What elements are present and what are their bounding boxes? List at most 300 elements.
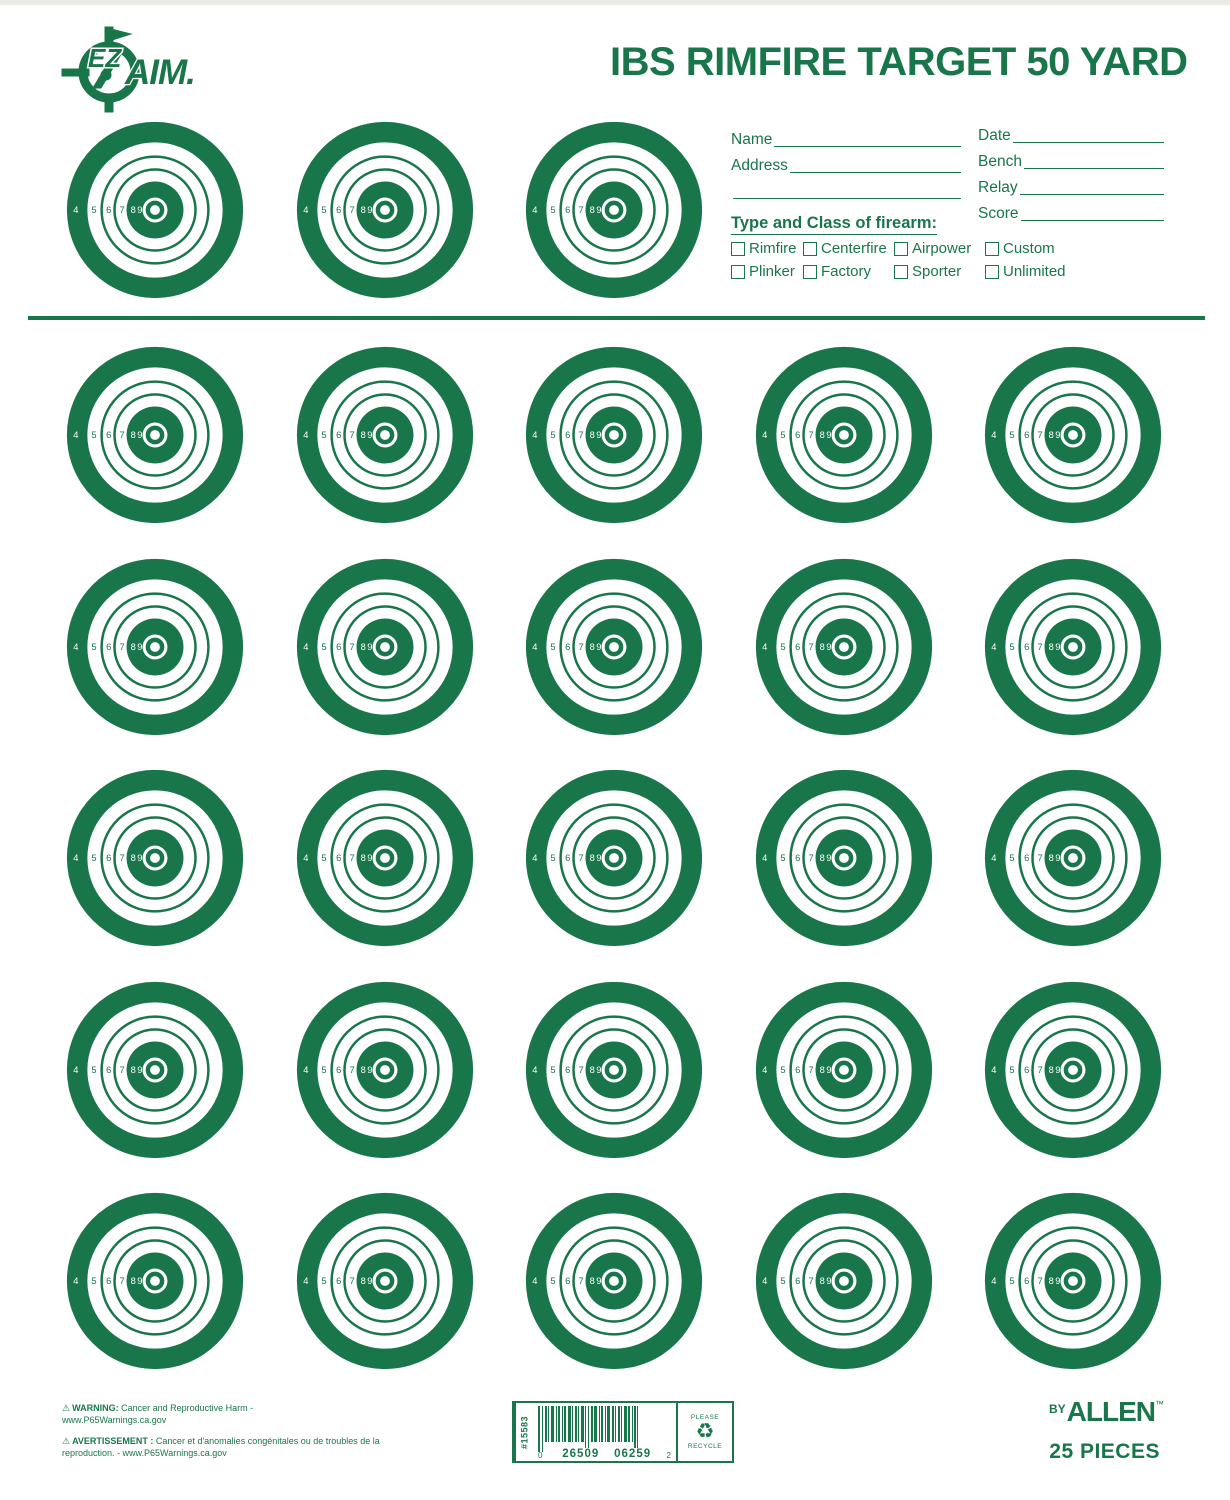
ring-number-7: 7 [348, 205, 355, 216]
firearm-class-heading: Type and Class of firearm: [731, 214, 937, 235]
ring-number-6: 6 [106, 641, 112, 652]
ring-number-4: 4 [991, 1064, 997, 1075]
barcode-bar [562, 1406, 563, 1442]
checkbox-item-unlimited [985, 263, 1085, 280]
ring-number-9: 9 [366, 1064, 372, 1075]
checkbox-unlimited[interactable] [985, 265, 999, 279]
ring-number-7: 7 [807, 853, 814, 864]
checkbox-row [731, 263, 1171, 280]
ring-number-4: 4 [302, 853, 308, 864]
bullseye-target [755, 346, 933, 524]
warning-body: Cancer and Reproductive Harm - www.P65Warnings.ca.gov [62, 1403, 254, 1426]
ring-number-5: 5 [779, 641, 786, 652]
warning-triangle-icon: ⚠ [62, 1436, 71, 1447]
field-label: Bench [978, 153, 1022, 170]
barcode-bar [556, 1406, 557, 1442]
ring-number-7: 7 [807, 641, 814, 652]
bullseye-target [66, 346, 244, 524]
ring-number-5: 5 [320, 205, 327, 216]
bullseye-rings [296, 1192, 474, 1370]
ring-number-8: 8 [1048, 641, 1054, 652]
write-in-line [1021, 205, 1165, 221]
ring-number-5: 5 [550, 641, 556, 652]
bullseye-target [66, 769, 244, 947]
checkbox-label: Sporter [912, 263, 962, 280]
checkbox-plinker[interactable] [731, 265, 745, 279]
bullseye-target [66, 1192, 244, 1370]
ring-number-6: 6 [106, 1276, 112, 1287]
barcode-group-2: 06259 [611, 1448, 654, 1460]
ring-number-7: 7 [1037, 641, 1043, 652]
prop65-warnings [62, 1402, 402, 1469]
write-in-line [774, 131, 961, 147]
checkbox-item-sporter [894, 263, 985, 280]
ring-number-6: 6 [794, 1276, 800, 1287]
barcode-group-1: 26509 [559, 1448, 602, 1460]
ring-number-9: 9 [1055, 853, 1061, 864]
bullseye-target [984, 558, 1162, 736]
ring-number-8: 8 [360, 853, 366, 864]
bullseye-target [525, 769, 703, 947]
ring-number-6: 6 [106, 1064, 112, 1075]
bullseye-target [525, 981, 703, 1159]
bullseye-rings [755, 981, 933, 1159]
recycle-icon: ♻ [695, 1420, 715, 1443]
checkbox-centerfire[interactable] [803, 242, 817, 256]
bullseye-rings [525, 346, 703, 524]
bullseye-rings [296, 346, 474, 524]
ring-number-7: 7 [807, 1064, 814, 1075]
ring-number-5: 5 [91, 641, 97, 652]
ring-number-8: 8 [589, 641, 595, 652]
write-in-line [790, 157, 961, 173]
barcode-bar [591, 1406, 593, 1442]
barcode-bar [572, 1406, 573, 1442]
field-label: Relay [978, 179, 1018, 196]
ring-number-6: 6 [1024, 430, 1030, 441]
ring-number-4: 4 [302, 430, 308, 441]
ring-number-7: 7 [578, 853, 584, 864]
section-divider [28, 316, 1205, 320]
ring-number-9: 9 [825, 1276, 831, 1287]
ring-number-4: 4 [73, 1276, 79, 1287]
ring-number-6: 6 [565, 1064, 571, 1075]
ring-number-8: 8 [360, 1276, 366, 1287]
ring-number-8: 8 [360, 641, 366, 652]
ring-number-9: 9 [596, 1276, 602, 1287]
bullseye-target [984, 346, 1162, 524]
brand-by-prefix: BY [1049, 1402, 1066, 1416]
ring-number-4: 4 [302, 1276, 308, 1287]
bullseye-target [755, 769, 933, 947]
ring-number-7: 7 [119, 1276, 125, 1287]
checkbox-item-plinker [731, 263, 803, 280]
bullseye-rings [66, 769, 244, 947]
form-field-name [731, 130, 961, 147]
ring-number-6: 6 [565, 1276, 571, 1287]
barcode-bar [581, 1406, 584, 1442]
ezaim-crosshair-logo-icon [55, 24, 240, 126]
ring-number-8: 8 [819, 641, 825, 652]
barcode-bar [538, 1406, 540, 1452]
barcode-bar [637, 1406, 638, 1452]
field-label: Score [978, 205, 1019, 222]
barcode-bar [612, 1406, 614, 1442]
ring-number-8: 8 [589, 430, 595, 441]
ring-number-7: 7 [578, 1064, 584, 1075]
ring-number-9: 9 [366, 430, 372, 441]
bullseye-rings [984, 1192, 1162, 1370]
ring-number-9: 9 [596, 205, 602, 216]
ring-number-4: 4 [73, 853, 79, 864]
bullseye-rings [984, 769, 1162, 947]
ring-number-8: 8 [589, 1064, 595, 1075]
ring-number-5: 5 [91, 1276, 97, 1287]
ring-number-4: 4 [761, 641, 767, 652]
ring-number-7: 7 [348, 853, 355, 864]
bullseye-rings [525, 769, 703, 947]
ring-number-4: 4 [302, 1064, 308, 1075]
ring-number-5: 5 [320, 1064, 327, 1075]
ring-number-7: 7 [1037, 430, 1043, 441]
barcode-bar [564, 1406, 566, 1442]
barcode-bar [634, 1406, 636, 1452]
bullseye-target [296, 1192, 474, 1370]
bullseye-target [66, 558, 244, 736]
checkbox-label: Plinker [749, 263, 795, 280]
ring-number-8: 8 [1048, 1064, 1054, 1075]
bullseye-target [296, 558, 474, 736]
ring-number-8: 8 [130, 853, 136, 864]
bullseye-target [755, 558, 933, 736]
barcode-bar [599, 1406, 600, 1442]
bullseye-target [66, 121, 244, 299]
barcode-bar [542, 1406, 543, 1452]
ring-number-4: 4 [991, 853, 997, 864]
barcode-bar [588, 1406, 589, 1452]
ring-number-5: 5 [779, 853, 786, 864]
ring-number-6: 6 [1024, 853, 1030, 864]
warning-triangle-icon: ⚠ [62, 1403, 71, 1413]
ring-number-5: 5 [1009, 1064, 1015, 1075]
form-field-date [978, 126, 1164, 143]
ring-number-6: 6 [794, 430, 800, 441]
bullseye-target [296, 346, 474, 524]
barcode-bar [545, 1406, 547, 1442]
ring-number-7: 7 [1037, 1276, 1043, 1287]
ring-number-4: 4 [532, 205, 538, 216]
barcode-digits [538, 1447, 671, 1460]
bullseye-rings [984, 346, 1162, 524]
ring-number-9: 9 [137, 205, 143, 216]
checkbox-item-airpower [894, 240, 985, 257]
bullseye-target [984, 1192, 1162, 1370]
ring-number-7: 7 [119, 430, 125, 441]
ring-number-9: 9 [596, 853, 602, 864]
ring-number-5: 5 [91, 1064, 97, 1075]
ring-number-4: 4 [532, 430, 538, 441]
ring-number-8: 8 [589, 1276, 595, 1287]
checkbox-label: Factory [821, 263, 872, 280]
bullseye-rings [984, 558, 1162, 736]
ring-number-9: 9 [137, 853, 143, 864]
ring-number-6: 6 [335, 853, 341, 864]
ring-number-9: 9 [1055, 1276, 1061, 1287]
ring-number-6: 6 [335, 205, 341, 216]
page-title: IBS RIMFIRE TARGET 50 YARD [610, 40, 1188, 84]
ring-number-4: 4 [761, 430, 767, 441]
ring-number-7: 7 [578, 641, 584, 652]
ring-number-9: 9 [825, 1064, 831, 1075]
bullseye-rings [755, 346, 933, 524]
ring-number-7: 7 [119, 641, 125, 652]
ring-number-9: 9 [137, 1064, 143, 1075]
ring-number-8: 8 [360, 205, 366, 216]
bullseye-rings [296, 121, 474, 299]
form-field-address [731, 156, 961, 173]
ring-number-7: 7 [348, 1276, 355, 1287]
form-field-relay [978, 178, 1164, 195]
bullseye-rings [296, 558, 474, 736]
barcode-bar [594, 1406, 597, 1442]
ring-number-9: 9 [1055, 430, 1061, 441]
ring-number-6: 6 [565, 430, 571, 441]
bullseye-target [525, 121, 703, 299]
ring-number-8: 8 [819, 1064, 825, 1075]
ring-number-7: 7 [807, 430, 814, 441]
ring-number-5: 5 [550, 205, 556, 216]
ezaim-logo [55, 24, 240, 126]
ring-number-5: 5 [91, 853, 97, 864]
ring-number-6: 6 [1024, 641, 1030, 652]
checkbox-label: Airpower [912, 240, 972, 257]
ring-number-4: 4 [532, 1276, 538, 1287]
barcode-lead-digit: 0 [538, 1451, 543, 1460]
bullseye-target [984, 769, 1162, 947]
ring-number-4: 4 [991, 1276, 997, 1287]
ring-number-9: 9 [366, 205, 372, 216]
barcode-bar [568, 1406, 571, 1442]
ring-number-5: 5 [1009, 853, 1015, 864]
ring-number-5: 5 [1009, 641, 1015, 652]
ring-number-5: 5 [779, 1276, 786, 1287]
warning-label: AVERTISSEMENT : [72, 1436, 156, 1447]
bullseye-target [755, 981, 933, 1159]
bullseye-rings [755, 1192, 933, 1370]
ring-number-5: 5 [320, 430, 327, 441]
ring-number-7: 7 [119, 205, 125, 216]
ring-number-9: 9 [825, 430, 831, 441]
ring-number-9: 9 [137, 641, 143, 652]
ring-number-7: 7 [119, 853, 125, 864]
bullseye-rings [984, 981, 1162, 1159]
barcode-bar [551, 1406, 554, 1442]
piece-count-label: 25 PIECES [1049, 1440, 1160, 1463]
checkbox-label: Unlimited [1003, 263, 1066, 280]
ring-number-4: 4 [73, 1064, 79, 1075]
barcode-box [512, 1401, 734, 1463]
ring-number-8: 8 [1048, 430, 1054, 441]
barcode-bar [632, 1406, 633, 1442]
ring-number-6: 6 [106, 205, 112, 216]
ring-number-9: 9 [596, 1064, 602, 1075]
barcode-bar [605, 1406, 606, 1442]
ring-number-8: 8 [819, 1276, 825, 1287]
brand-name: ALLEN [1066, 1396, 1155, 1427]
ring-number-7: 7 [578, 430, 584, 441]
ring-number-6: 6 [794, 641, 800, 652]
barcode-check-digit: 2 [666, 1451, 671, 1460]
checkbox-rimfire[interactable] [731, 242, 745, 256]
checkbox-label: Rimfire [749, 240, 797, 257]
field-label: Date [978, 127, 1011, 144]
ring-number-4: 4 [73, 430, 79, 441]
ring-number-9: 9 [825, 641, 831, 652]
recycle-panel [676, 1403, 732, 1461]
ring-number-4: 4 [532, 641, 538, 652]
checkbox-item-custom [985, 240, 1085, 257]
ring-number-9: 9 [366, 853, 372, 864]
ring-number-6: 6 [335, 641, 341, 652]
ring-number-8: 8 [130, 205, 136, 216]
ring-number-4: 4 [761, 1276, 767, 1287]
form-left-column [731, 130, 961, 208]
svg-text:EZ: EZ [88, 43, 122, 73]
warning-body: Cancer et d'anomalies congénitales ou de troubles de la reproduction. - www.P65Warnings.ca.gov [62, 1436, 380, 1459]
ring-number-4: 4 [991, 430, 997, 441]
checkbox-label: Custom [1003, 240, 1055, 257]
checkbox-airpower[interactable] [894, 242, 908, 256]
bullseye-rings [66, 981, 244, 1159]
ring-number-9: 9 [137, 1276, 143, 1287]
bullseye-target [525, 558, 703, 736]
barcode-bar [628, 1406, 630, 1442]
svg-text:AIM.: AIM. [125, 53, 195, 92]
ring-number-9: 9 [825, 853, 831, 864]
ring-number-5: 5 [550, 853, 556, 864]
firearm-checkbox-group [731, 240, 1171, 286]
ring-number-6: 6 [106, 430, 112, 441]
barcode-bar [548, 1406, 549, 1442]
ring-number-9: 9 [596, 430, 602, 441]
bullseye-rings [66, 558, 244, 736]
ring-number-7: 7 [348, 430, 355, 441]
bullseye-target [296, 769, 474, 947]
ring-number-4: 4 [761, 1064, 767, 1075]
ring-number-8: 8 [360, 1064, 366, 1075]
field-label: Address [731, 157, 788, 174]
checkbox-item-centerfire [803, 240, 894, 257]
ring-number-5: 5 [779, 1064, 786, 1075]
barcode-bar [607, 1406, 610, 1442]
bullseye-rings [66, 121, 244, 299]
bullseye-rings [66, 1192, 244, 1370]
bullseye-target [755, 1192, 933, 1370]
ring-number-5: 5 [320, 853, 327, 864]
ring-number-6: 6 [106, 853, 112, 864]
ring-number-8: 8 [130, 1064, 136, 1075]
ring-number-6: 6 [565, 205, 571, 216]
ring-number-4: 4 [302, 641, 308, 652]
checkbox-sporter[interactable] [894, 265, 908, 279]
ring-number-8: 8 [360, 430, 366, 441]
ring-number-4: 4 [761, 853, 767, 864]
page-edge [0, 0, 1230, 5]
ring-number-6: 6 [335, 1276, 341, 1287]
ring-number-7: 7 [348, 641, 355, 652]
ring-number-9: 9 [1055, 1064, 1061, 1075]
form-field-bench [978, 152, 1164, 169]
ring-number-9: 9 [1055, 641, 1061, 652]
ring-number-6: 6 [335, 1064, 341, 1075]
ring-number-8: 8 [589, 205, 595, 216]
recycle-label: RECYCLE [687, 1443, 723, 1450]
ring-number-9: 9 [366, 641, 372, 652]
bullseye-target [66, 981, 244, 1159]
ring-number-9: 9 [596, 641, 602, 652]
barcode-bar [558, 1406, 560, 1442]
ring-number-4: 4 [991, 641, 997, 652]
field-label: Name [731, 131, 773, 148]
recycle-please-label: PLEASE [690, 1414, 720, 1421]
ring-number-5: 5 [1009, 1276, 1015, 1287]
ring-number-8: 8 [1048, 853, 1054, 864]
barcode-bar [618, 1406, 620, 1442]
ring-number-4: 4 [73, 205, 79, 216]
write-in-line [1013, 127, 1164, 143]
ring-number-7: 7 [348, 1064, 355, 1075]
ring-number-5: 5 [320, 1276, 327, 1287]
upc-barcode [533, 1403, 676, 1461]
ring-number-5: 5 [1009, 430, 1015, 441]
ring-number-5: 5 [550, 1276, 556, 1287]
checkbox-item-rimfire [731, 240, 803, 257]
bullseye-rings [525, 981, 703, 1159]
checkbox-label: Centerfire [821, 240, 887, 257]
ring-number-7: 7 [1037, 1064, 1043, 1075]
ring-number-7: 7 [807, 1276, 814, 1287]
ring-number-8: 8 [1048, 1276, 1054, 1287]
ring-number-8: 8 [130, 430, 136, 441]
ring-number-5: 5 [91, 430, 97, 441]
barcode-bar [578, 1406, 579, 1442]
form-right-column [978, 126, 1164, 230]
warning-label: WARNING: [72, 1403, 122, 1413]
warning-text [62, 1435, 394, 1459]
checkbox-factory[interactable] [803, 265, 817, 279]
bullseye-target [296, 121, 474, 299]
barcode-bar [615, 1406, 616, 1442]
allen-brand-logo [1049, 1396, 1164, 1428]
ring-number-8: 8 [130, 641, 136, 652]
ring-number-6: 6 [794, 1064, 800, 1075]
ring-number-7: 7 [119, 1064, 125, 1075]
ring-number-6: 6 [335, 430, 341, 441]
bullseye-target [525, 1192, 703, 1370]
ring-number-6: 6 [1024, 1276, 1030, 1287]
barcode-bar [601, 1406, 603, 1442]
checkbox-custom[interactable] [985, 242, 999, 256]
ring-number-5: 5 [320, 641, 327, 652]
barcode-bar [585, 1406, 586, 1452]
sku-number: #15583 [514, 1403, 533, 1461]
ring-number-4: 4 [302, 205, 308, 216]
ring-number-4: 4 [73, 641, 79, 652]
bullseye-rings [525, 1192, 703, 1370]
ring-number-8: 8 [130, 1276, 136, 1287]
ring-number-8: 8 [819, 430, 825, 441]
ring-number-7: 7 [1037, 853, 1043, 864]
